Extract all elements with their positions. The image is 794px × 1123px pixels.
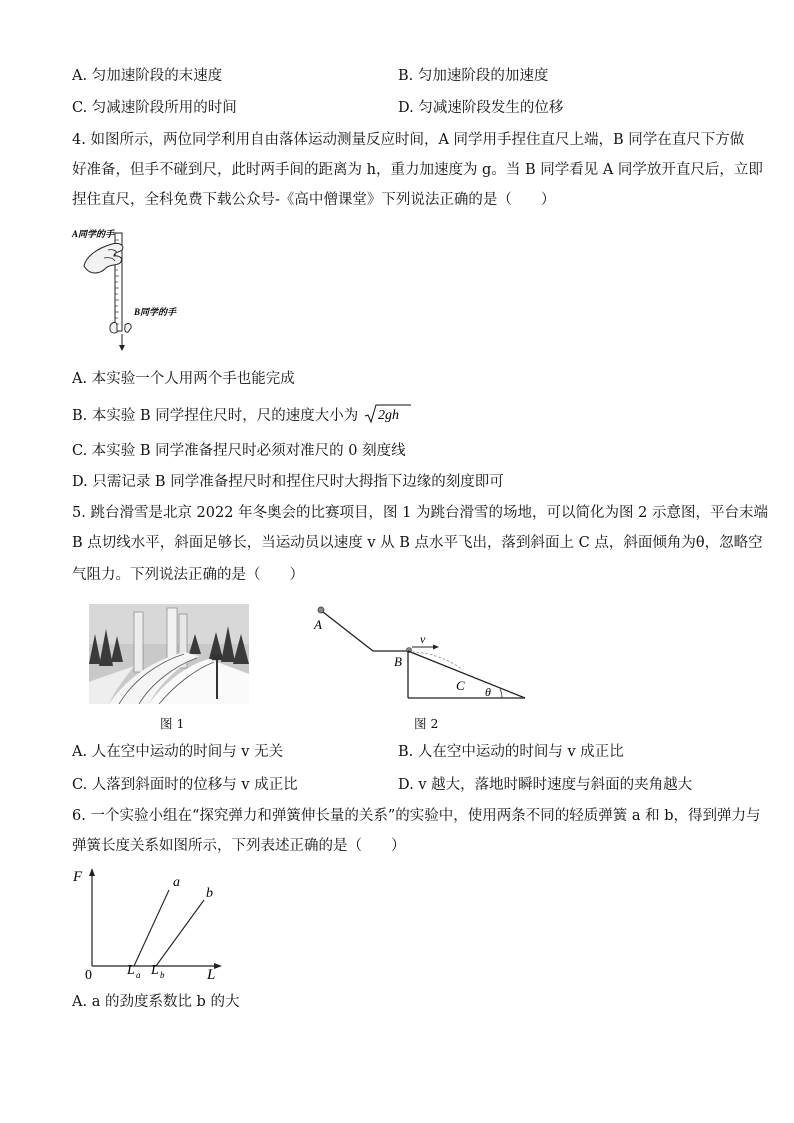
q5-stem-line1: 5. 跳台滑雪是北京 2022 年冬奥会的比赛项目，图 1 为跳台滑雪的场地，可以简化为图 2 示意图，平台末端 <box>72 505 768 521</box>
q6-option-a: A. a 的劲度系数比 b 的大 <box>72 994 240 1010</box>
tick-lb: L <box>151 963 159 978</box>
q5-stem-line2: B 点切线水平，斜面足够长，当运动员以速度 v 从 B 点水平飞出，落到斜面上 C 点，斜面倾角为θ，忽略空 <box>72 535 763 551</box>
tick-la: L <box>127 963 135 978</box>
origin-label: 0 <box>85 968 92 981</box>
b-hand <box>110 322 117 333</box>
fig1-caption: 图 1 <box>160 716 185 731</box>
q5-option-c: C. 人落到斜面时的位移与 v 成正比 <box>72 777 298 793</box>
q4-stem-line1: 4. 如图所示，两位同学利用自由落体运动测量反应时间，A 同学用手捏住直尺上端，B 同学在直尺下方做 <box>72 132 745 148</box>
label-line-b: b <box>206 886 213 901</box>
label-c: C <box>456 678 465 693</box>
q4-option-d: D. 只需记录 B 同学准备捏尺时和捏住尺时大拇指下边缘的刻度即可 <box>72 474 504 490</box>
sqrt-radicand: 2gh <box>377 408 399 423</box>
q4-stem-line3: 捏住直尺，全科免费下载公众号-《高中僧课堂》下列说法正确的是（ ） <box>72 192 556 208</box>
q4-option-b <box>72 403 413 426</box>
sqrt-formula <box>363 403 413 425</box>
spring-force-graph <box>70 866 230 981</box>
q3-option-c: C. 匀减速阶段所用的时间 <box>72 100 237 116</box>
label-line-a: a <box>173 875 180 890</box>
label-v: v <box>420 632 426 646</box>
q6-stem-line1: 6. 一个实验小组在“探究弹力和弹簧伸长量的关系”的实验中，使用两条不同的轻质弹簧 a 和 b，得到弹力与 <box>72 808 761 824</box>
q4-stem-line2: 好准备，但手不碰到尺，此时两手间的距离为 h，重力加速度为 g。当 B 同学看见 A 同学放开直尺后，立即 <box>72 162 763 178</box>
ski-jump-photo <box>89 604 249 704</box>
line-b <box>156 900 204 966</box>
trajectory <box>412 652 463 670</box>
ramp <box>323 612 373 651</box>
q4-ruler-figure <box>70 226 200 354</box>
q6-stem-line2: 弹簧长度关系如图所示，下列表述正确的是（ ） <box>72 838 406 854</box>
ski-jump-diagram <box>305 600 530 705</box>
label-a: A <box>314 617 322 632</box>
tick-la-sub: a <box>136 970 141 980</box>
q4-option-c: C. 本实验 B 同学准备捏尺时必须对准尺的 0 刻度线 <box>72 443 406 459</box>
q5-option-d: D. v 越大，落地时瞬时速度与斜面的夹角越大 <box>398 777 693 793</box>
label-b: B <box>394 654 402 669</box>
fig-label-a-hand: A同学的手 <box>72 229 115 239</box>
q5-option-a: A. 人在空中运动的时间与 v 无关 <box>72 744 284 760</box>
q4-option-a: A. 本实验一个人用两个手也能完成 <box>72 371 295 387</box>
q4-option-b-text: B. 本实验 B 同学捏住尺时，尺的速度大小为 <box>72 408 359 424</box>
axis-label-l: L <box>207 967 216 981</box>
slope <box>408 651 525 698</box>
q3-option-d: D. 匀减速阶段发生的位移 <box>398 100 564 116</box>
fig2-caption: 图 2 <box>414 716 439 731</box>
q5-stem-line3: 气阻力。下列说法正确的是（ ） <box>72 567 304 583</box>
q3-option-b: B. 匀加速阶段的加速度 <box>398 68 549 84</box>
label-theta: θ <box>485 685 491 699</box>
axis-label-f: F <box>73 869 83 885</box>
q3-option-a: A. 匀加速阶段的末速度 <box>72 68 223 84</box>
q5-option-b: B. 人在空中运动的时间与 v 成正比 <box>398 744 624 760</box>
tick-lb-sub: b <box>160 970 165 980</box>
fig-label-b-hand: B同学的手 <box>134 307 177 317</box>
